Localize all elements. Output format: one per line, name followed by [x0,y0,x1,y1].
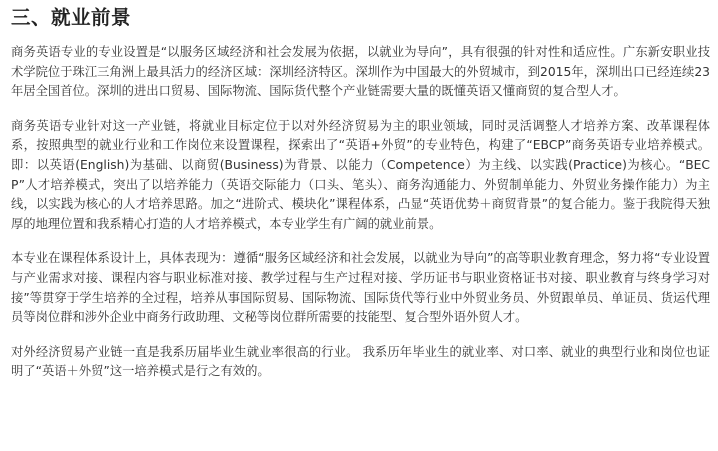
paragraph-employment-outcome: 对外经济贸易产业链一直是我系历届毕业生就业率很高的行业。 我系历年毕业生的就业率、对口率、就业的典型行业和岗位也证明了“英语＋外贸”这一培养模式是行之有效的。 [11,344,710,379]
paragraph-training-model: 商务英语专业针对这一产业链，将就业目标定位于以对外经济贸易为主的职业领域，同时灵活调整人才培养方案、改革课程体系，按照典型的就业行业和工作岗位来设置课程，探索出了“英语+外贸”的专业特色，构建了“EBCP”商务英语专业培养模式。即：以英语(English)为基础、以商贸(Business)为背景、以能力（Competence）为主线、以实践(Practice)为核心。“BECP”人才培养模式，突出了以培养能力（英语交际能力（口头、笔头）、商务沟通能力、外贸制单能力、外贸业务操作能力）为主线，以实践为核心的人才培养思路。加之“进阶式、模块化”课程体系，凸显“英语优势＋商贸背景”的复合能力。鉴于我院得天独厚的地理位置和我系精心打造的人才培养模式，本专业学生有广阔的就业前景。 [11,118,710,231]
paragraph-curriculum-design: 本专业在课程体系设计上，具体表现为：遵循“服务区域经济和社会发展，以就业为导向”的高等职业教育理念，努力将“专业设置与产业需求对接、课程内容与职业标准对接、教学过程与生产过程对接、学历证书与职业资格证书对接、职业教育与终身学习对接”等贯穿于学生培养的全过程，培养从事国际贸易、国际物流、国际货代等行业中外贸业务员、外贸跟单员、单证员、货运代理员等岗位群和涉外企业中商务行政助理、文秘等岗位群所需要的技能型、复合型外语外贸人才。 [11,251,710,325]
paragraph-employment-context: 商务英语专业的专业设置是“以服务区域经济和社会发展为依据，以就业为导向”，具有很强的针对性和适应性。广东新安职业技术学院位于珠江三角洲上最具活力的经济区域：深圳经济特区。深圳作为中国最大的外贸城市，到2015年，深圳出口已经连续23年居全国首位。深圳的进出口贸易、国际物流、国际货代整个产业链需要大量的既懂英语又懂商贸的复合型人才。 [11,45,710,99]
section-heading: 三、就业前景 [11,6,132,29]
